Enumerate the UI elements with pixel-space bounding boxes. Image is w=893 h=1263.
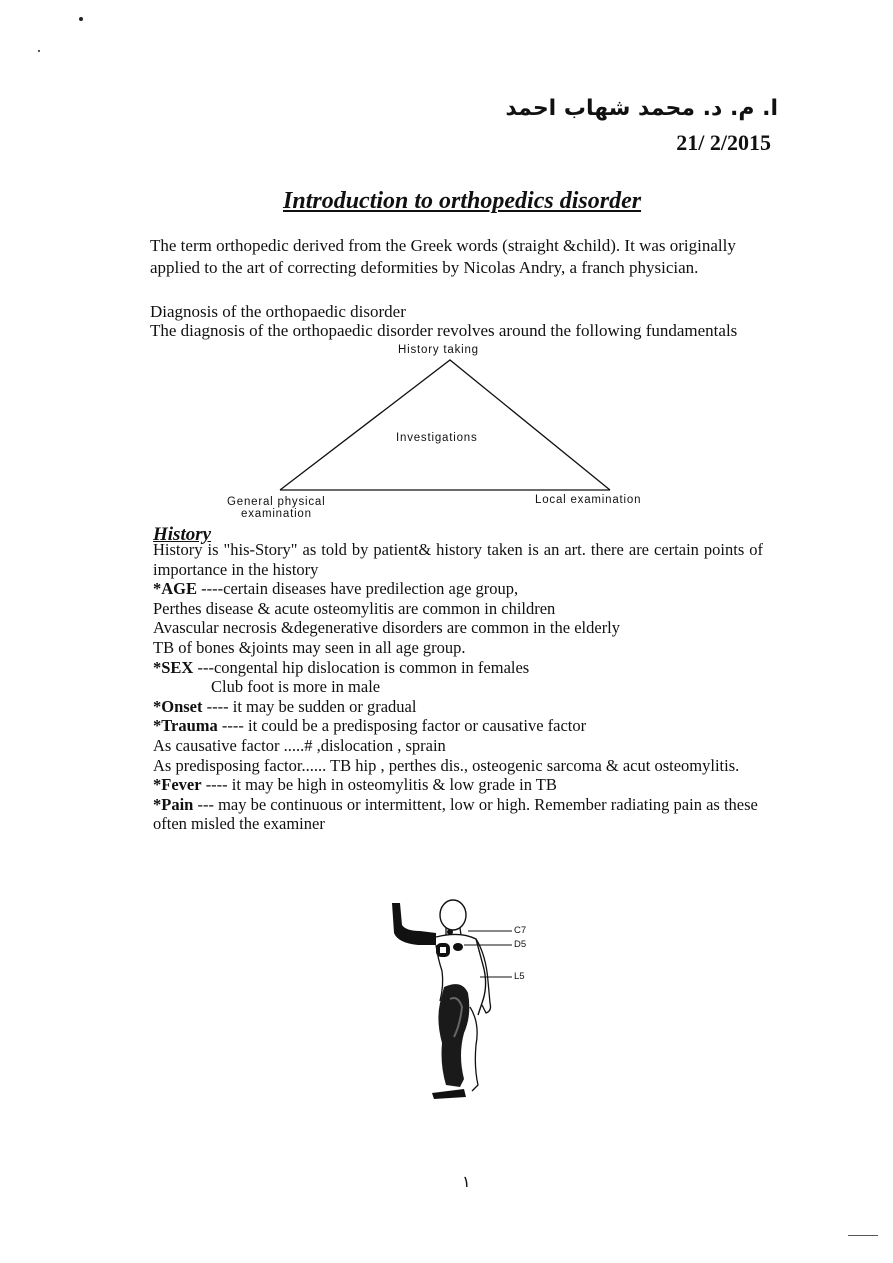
age-line-children: Perthes disease & acute osteomylitis are common in children [153, 598, 556, 618]
figure-label-c7: C7 [514, 925, 527, 936]
trauma-key: *Trauma [153, 716, 218, 736]
age-key: *AGE [153, 579, 198, 599]
diagram-label-general-physical: General physical [227, 496, 326, 508]
age-text: ----certain diseases have predilection age group, [197, 579, 519, 599]
diagram-label-history-taking: History taking [398, 344, 479, 356]
onset-item [153, 697, 763, 717]
pain-key: *Pain [153, 794, 194, 814]
age-line-elderly: Avascular necrosis &degenerative disorders are common in the elderly [153, 618, 621, 638]
page-number: ١ [462, 1174, 471, 1191]
fever-key: *Fever [153, 775, 202, 795]
pain-text: --- may be continuous or intermittent, low or high. Remember radiating pain as these often misled the examiner [153, 794, 758, 834]
scan-rule [848, 1235, 878, 1236]
figure-label-l5: L5 [514, 971, 525, 982]
scan-speck [79, 17, 83, 21]
history-intro: History is "his-Story" as told by patient& history taken is an art. there are certain points of importance in the history [153, 540, 763, 579]
sex-text: ---congental hip dislocation is common in females [193, 657, 530, 677]
referred-pain-figure [380, 895, 550, 1105]
history-heading: History [153, 524, 212, 545]
diagram-label-investigations: Investigations [396, 432, 478, 444]
history-body [153, 540, 763, 834]
onset-text: ---- it may be sudden or gradual [202, 696, 417, 716]
intro-paragraph: The term orthopedic derived from the Greek words (straight &child). It was originally applied to the art of correcting deformities by Nicolas Andry, a franch physician. [150, 236, 736, 277]
diagram-label-examination: examination [241, 508, 312, 520]
pain-item [153, 795, 763, 834]
trauma-predisposing-line: As predisposing factor...... TB hip , perthes dis., osteogenic sarcoma & acut osteomylitis. [153, 755, 740, 775]
fever-text: ---- it may be high in osteomylitis & low grade in TB [201, 775, 557, 795]
page-title: Introduction to orthopedics disorder [283, 188, 642, 214]
author-name: ا. م. د. محمد شهاب احمد [505, 96, 778, 121]
age-line-all-ages: TB of bones &joints may seen in all age group. [153, 637, 466, 657]
diagnosis-text: The diagnosis of the orthopaedic disorder revolves around the following fundamentals [150, 321, 738, 340]
sex-line-club-foot: Club foot is more in male [211, 677, 381, 697]
document-date: 21/ 2/2015 [676, 130, 771, 155]
trauma-text: ---- it could be a predisposing factor or causative factor [217, 716, 587, 736]
figure-label-d5: D5 [514, 939, 527, 950]
diagnosis-triangle-diagram [225, 342, 695, 527]
age-item [153, 579, 763, 599]
fever-item [153, 775, 763, 795]
trauma-causative-line: As causative factor .....# ,dislocation , sprain [153, 735, 446, 755]
onset-key: *Onset [153, 696, 203, 716]
scan-speck [38, 50, 40, 52]
diagram-label-local-examination: Local examination [535, 494, 642, 506]
sex-item [153, 658, 763, 678]
trauma-item [153, 716, 763, 736]
diagnosis-heading: Diagnosis of the orthopaedic disorder [150, 302, 406, 321]
sex-key: *SEX [153, 657, 194, 677]
